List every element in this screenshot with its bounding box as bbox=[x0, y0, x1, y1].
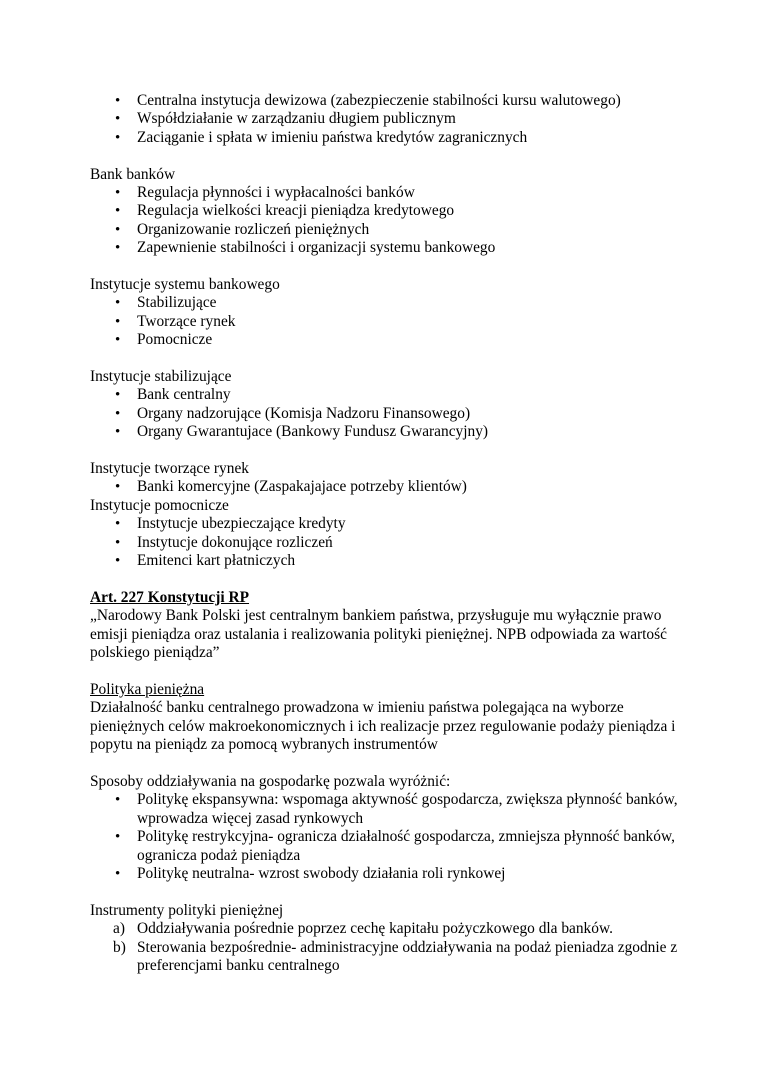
section-title-sposoby-oddzialywania: Sposoby oddziaływania na gospodarkę pozwala wyróżnić: bbox=[90, 772, 451, 790]
section-title-instytucje-systemu: Instytucje systemu bankowego bbox=[90, 276, 280, 294]
section-title-art-227: Art. 227 Konstytucji RP bbox=[90, 588, 250, 606]
bank-bankow-list bbox=[90, 184, 680, 258]
list-item: • Bank centralny bbox=[90, 386, 680, 404]
list-item: • Regulacja płynności i wypłacalności banków bbox=[90, 184, 680, 202]
art-227-quote: „Narodowy Bank Polski jest centralnym bankiem państwa, przysługuje mu wyłącznie prawo emisji pieniądza oraz ustalania i realizowania polityki pieniężnej. NPB odpowiada za wartość polskiego pieniądza” bbox=[90, 607, 667, 662]
list-item: • Organy Gwarantujace (Bankowy Fundusz Gwarancyjny) bbox=[90, 423, 680, 441]
instytucje-tworzace-list bbox=[90, 478, 680, 496]
list-item: • Współdziałanie w zarządzaniu długiem publicznym bbox=[90, 110, 680, 128]
list-item: • Zaciąganie i spłata w imieniu państwa kredytów zagranicznych bbox=[90, 129, 680, 147]
section-title-instytucje-pomocnicze: Instytucje pomocnicze bbox=[90, 496, 229, 514]
list-item: • Politykę restrykcyjna- ogranicza działalność gospodarcza, zmniejsza płynność banków, ogranicza podaż pieniądza bbox=[90, 828, 680, 865]
instrumenty-list bbox=[90, 920, 680, 975]
instytucje-pomocnicze-list bbox=[90, 515, 680, 570]
list-item: • Zapewnienie stabilności i organizacji systemu bankowego bbox=[90, 239, 680, 257]
list-item: • Instytucje ubezpieczające kredyty bbox=[90, 515, 680, 533]
list-item bbox=[90, 939, 680, 976]
section-title-polityka-pieniezna: Polityka pieniężna bbox=[90, 680, 205, 698]
section-title-instytucje-tworzace: Instytucje tworzące rynek bbox=[90, 460, 249, 478]
list-item: • Regulacja wielkości kreacji pieniądza kredytowego bbox=[90, 202, 680, 220]
list-item: • Centralna instytucja dewizowa (zabezpieczenie stabilności kursu walutowego) bbox=[90, 92, 680, 110]
list-item: • Organizowanie rozliczeń pieniężnych bbox=[90, 221, 680, 239]
list-item: • Organy nadzorujące (Komisja Nadzoru Finansowego) bbox=[90, 405, 680, 423]
polityka-pieniezna-definition: Działalność banku centralnego prowadzona w imieniu państwa polegająca na wyborze pieniężnych celów makroekonomicznych i ich realizacje przez regulowanie podaży pieniądza i popytu na pieniądz za pomocą wybranych instrumentów bbox=[90, 699, 676, 754]
sposoby-oddzialywania-list bbox=[90, 791, 680, 883]
list-marker: b) bbox=[113, 938, 126, 956]
list-item bbox=[90, 920, 680, 938]
instytucje-stabilizujace-list bbox=[90, 386, 680, 441]
list-item: • Instytucje dokonujące rozliczeń bbox=[90, 534, 680, 552]
list-item: • Pomocnicze bbox=[90, 331, 680, 349]
list-item-text: Oddziaływania pośrednie poprzez cechę kapitału pożyczkowego dla banków. bbox=[137, 920, 613, 938]
list-item: • Banki komercyjne (Zaspakajajace potrzeby klientów) bbox=[90, 478, 680, 496]
central-bank-functions-list bbox=[90, 92, 680, 147]
list-item: • Tworzące rynek bbox=[90, 313, 680, 331]
document-body bbox=[90, 92, 680, 975]
list-marker: a) bbox=[113, 920, 125, 938]
section-title-bank-bankow: Bank banków bbox=[90, 165, 176, 183]
instytucje-systemu-list bbox=[90, 294, 680, 349]
list-item: • Politykę neutralna- wzrost swobody działania roli rynkowej bbox=[90, 865, 680, 883]
list-item-text: Sterowania bezpośrednie- administracyjne oddziaływania na podaż pieniadza zgodnie z preferencjami banku centralnego bbox=[137, 938, 678, 974]
list-item: • Politykę ekspansywna: wspomaga aktywność gospodarcza, zwiększa płynność banków, wprowadza więcej zasad rynkowych bbox=[90, 791, 680, 828]
section-title-instrumenty: Instrumenty polityki pieniężnej bbox=[90, 901, 284, 919]
list-item: • Stabilizujące bbox=[90, 294, 680, 312]
section-title-instytucje-stabilizujace: Instytucje stabilizujące bbox=[90, 368, 232, 386]
list-item: • Emitenci kart płatniczych bbox=[90, 552, 680, 570]
